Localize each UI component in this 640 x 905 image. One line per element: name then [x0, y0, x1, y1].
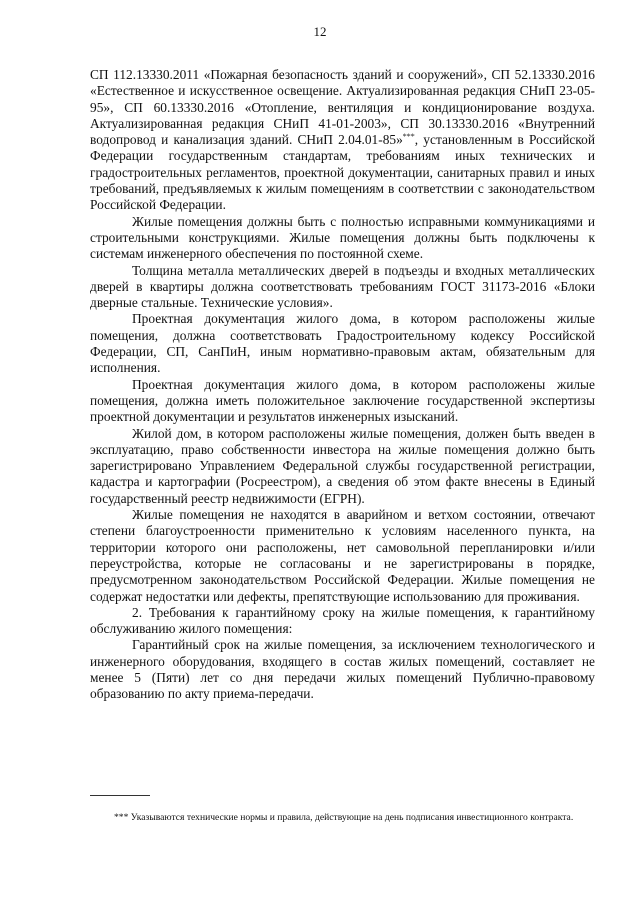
- paragraph-text: , установленным в Российской Федерации государственным стандартам, требованиям иных технических и градостроительных регламентов, проектной документации, санитарных правил и иных требований, предъявляемых к жилым помещениям в соответствии с законодательством Российской Федерации.: [90, 132, 595, 213]
- paragraph: Жилой дом, в котором расположены жилые помещения, должен быть введен в эксплуатацию, право собственности инвестора на жилые помещения должно быть зарегистрировано Управлением Федеральной службы государственной регистрации, кадастра и картографии (Росреестром), а сведения об этом факте внесены в Единый государственный реестр недвижимости (ЕГРН).: [90, 425, 595, 506]
- paragraph: Проектная документация жилого дома, в котором расположены жилые помещения, должна иметь положительное заключение государственной экспертизы проектной документации и результатов инженерных изысканий.: [90, 376, 595, 425]
- paragraph-standards: [90, 67, 595, 214]
- document-body: [90, 67, 595, 703]
- paragraph: Толщина металла металлических дверей в подъезды и входных металлических дверей в квартиры должна соответствовать требованиям ГОСТ 31173-2016 «Блоки дверные стальные. Технические условия».: [90, 262, 595, 311]
- page-number: 12: [313, 24, 327, 39]
- footnote-separator: [90, 795, 150, 796]
- footnote-reference: ***: [402, 132, 415, 142]
- footnote: [90, 812, 595, 825]
- footnote-text: Указываются технические нормы и правила, действующие на день подписания инвестиционного контракта.: [128, 812, 574, 823]
- paragraph: Гарантийный срок на жилые помещения, за исключением технологического и инженерного оборудования, входящего в состав жилых помещений, составляет не менее 5 (Пяти) лет со дня передачи жилых помещений Публично-правовому образованию по акту приема-передачи.: [90, 637, 595, 702]
- paragraph: Жилые помещения не находятся в аварийном и ветхом состоянии, отвечают степени благоустроенности применительно к условиям населенного пункта, на территории которого они расположены, нет самовольной перепланировки и/или переустройства, которые не согласованы и не зарегистрированы в порядке, предусмотренном законодательством Российской Федерации. Жилые помещения не содержат недостатки или дефекты, препятствующие использованию для проживания.: [90, 507, 595, 604]
- paragraph: Жилые помещения должны быть с полностью исправными коммуникациями и строительными конструкциями. Жилые помещения должны быть подключены к системам инженерного обеспечения по постоянной схеме.: [90, 213, 595, 262]
- paragraph: Проектная документация жилого дома, в котором расположены жилые помещения, должна соответствовать Градостроительному кодексу Российской Федерации, СП, СанПиН, иным нормативно-правовым актам, обязательным для исполнения.: [90, 311, 595, 376]
- section-heading-warranty: 2. Требования к гарантийному сроку на жилые помещения, к гарантийному обслуживанию жилого помещения:: [90, 604, 595, 637]
- paragraph-text: СП 112.13330.2011 «Пожарная безопасность зданий и сооружений», СП 52.13330.2016 «Естественное и искусственное освещение. Актуализированная редакция СНиП 23-05-95», СП 60.13330.2016 «Отопление, вентиляция и кондиционирование воздуха. Актуализированная редакция СНиП 41-01-2003», СП 30.13330.2016 «Внутренний водопровод и канализация зданий. СНиП 2.04.01-85»: [90, 67, 595, 148]
- footnote-marker: ***: [114, 812, 129, 823]
